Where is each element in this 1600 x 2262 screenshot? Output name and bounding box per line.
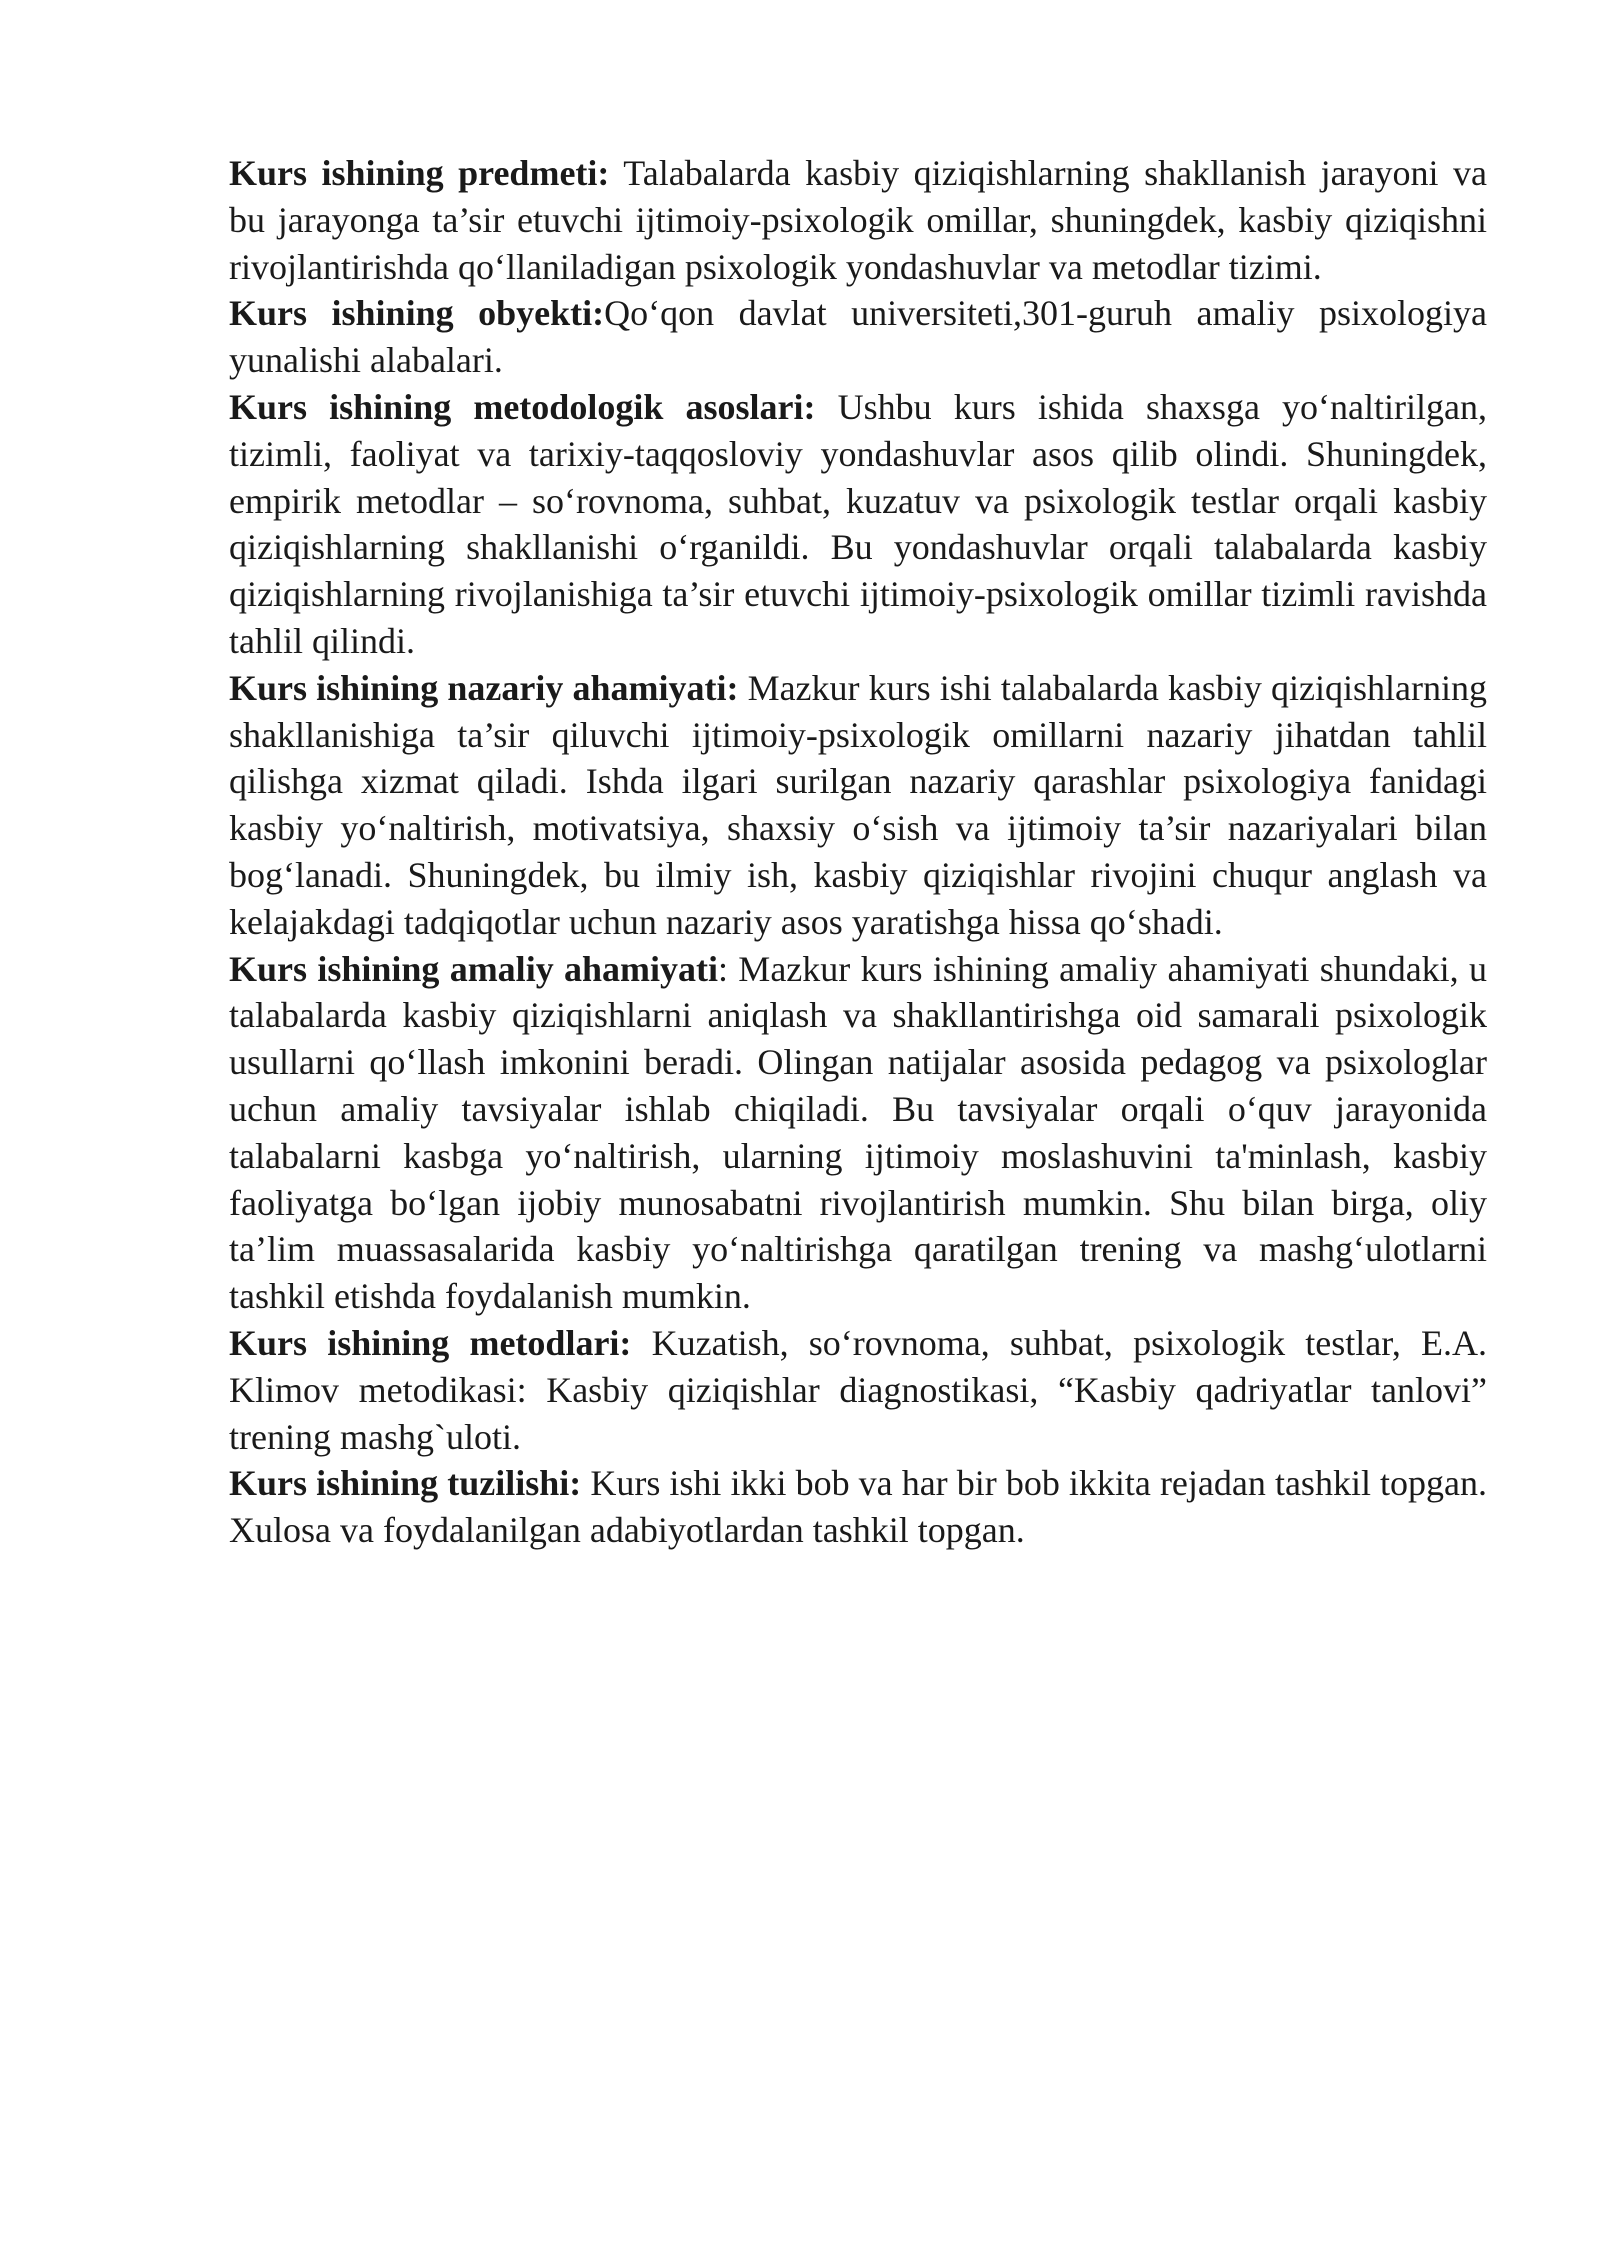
paragraph-metodologik-asoslari	[229, 384, 1487, 665]
paragraph-text: Ushbu kurs ishida shaxsga yo‘naltirilgan, tizimli, faoliyat va tarixiy-taqqosloviy yondashuvlar asos qilib olindi. Shuningdek, empirik metodlar – so‘rovnoma, suhbat, kuzatuv va psixologik testlar orqali kasbiy qiziqishlarning shakllanishi o‘rganildi. Bu yondashuvlar orqali talabalarda kasbiy qiziqishlarning rivojlanishiga ta’sir etuvchi ijtimoiy-psixologik omillar tizimli ravishda tahlil qilindi.	[229, 386, 1487, 661]
paragraph-tuzilishi	[229, 1460, 1487, 1554]
paragraph-nazariy-ahamiyati	[229, 665, 1487, 946]
paragraph-predmeti	[229, 150, 1487, 290]
paragraph-text: Mazkur kurs ishi talabalarda kasbiy qiziqishlarning shakllanishiga ta’sir qiluvchi ijtimoiy-psixologik omillarni nazariy jihatdan tahlil qilishga xizmat qiladi. Ishda ilgari surilgan nazariy qarashlar psixologiya fanidagi kasbiy yo‘naltirish, motivatsiya, shaxsiy o‘sish va ijtimoiy ta’sir nazariyalari bilan bog‘lanadi. Shuningdek, bu ilmiy ish, kasbiy qiziqishlar rivojini chuqur anglash va kelajakdagi tadqiqotlar uchun nazariy asos yaratishga hissa qo‘shadi.	[229, 667, 1487, 942]
paragraph-obyekti	[229, 290, 1487, 384]
paragraph-label: Kurs ishining metodologik asoslari:	[229, 386, 816, 427]
paragraph-label: Kurs ishining metodlari:	[229, 1322, 632, 1363]
paragraph-label: Kurs ishining nazariy ahamiyati:	[229, 667, 739, 708]
paragraph-text: Kuzatish, so‘rovnoma, suhbat, psixologik testlar, E.A. Klimov metodikasi: Kasbiy qiziqishlar diagnostikasi, “Kasbiy qadriyatlar tanlovi” trening mashg`uloti.	[229, 1322, 1487, 1457]
paragraph-label: Kurs ishining obyekti:	[229, 293, 605, 334]
paragraph-text: Kurs ishi ikki bob va har bir bob ikkita rejadan tashkil topgan. Xulosa va foydalanilgan adabiyotlardan tashkil topgan.	[229, 1463, 1487, 1551]
paragraph-text: : Mazkur kurs ishining amaliy ahamiyati shundaki, u talabalarda kasbiy qiziqishlarni aniqlash va shakllantirishga oid samarali psixologik usullarni qo‘llash imkonini beradi. Olingan natijalar asosida pedagog va psixologlar uchun amaliy tavsiyalar ishlab chiqiladi. Bu tavsiyalar orqali o‘quv jarayonida talabalarni kasbga yo‘naltirish, ularning ijtimoiy moslashuvini ta'minlash, kasbiy faoliyatga bo‘lgan ijobiy munosabatni rivojlantirish mumkin. Shu bilan birga, oliy ta’lim muassasalarida kasbiy yo‘naltirishga qaratilgan trening va mashg‘ulotlarni tashkil etishda foydalanish mumkin.	[229, 948, 1487, 1317]
paragraph-metodlari	[229, 1320, 1487, 1460]
paragraph-text: Qo‘qon davlat universiteti,301-guruh amaliy psixologiya yunalishi alabalari.	[229, 293, 1487, 381]
paragraph-text: Talabalarda kasbiy qiziqishlarning shakllanish jarayoni va bu jarayonga ta’sir etuvchi ijtimoiy-psixologik omillar, shuningdek, kasbiy qiziqishni rivojlantirishda qo‘llaniladigan psixologik yondashuvlar va metodlar tizimi.	[229, 153, 1488, 287]
paragraph-label: Kurs ishining predmeti:	[229, 153, 610, 193]
paragraph-amaliy-ahamiyati	[229, 946, 1487, 1320]
paragraph-label: Kurs ishining amaliy ahamiyati	[229, 948, 718, 989]
document-body	[229, 150, 1487, 1554]
paragraph-label: Kurs ishining tuzilishi:	[229, 1463, 582, 1504]
